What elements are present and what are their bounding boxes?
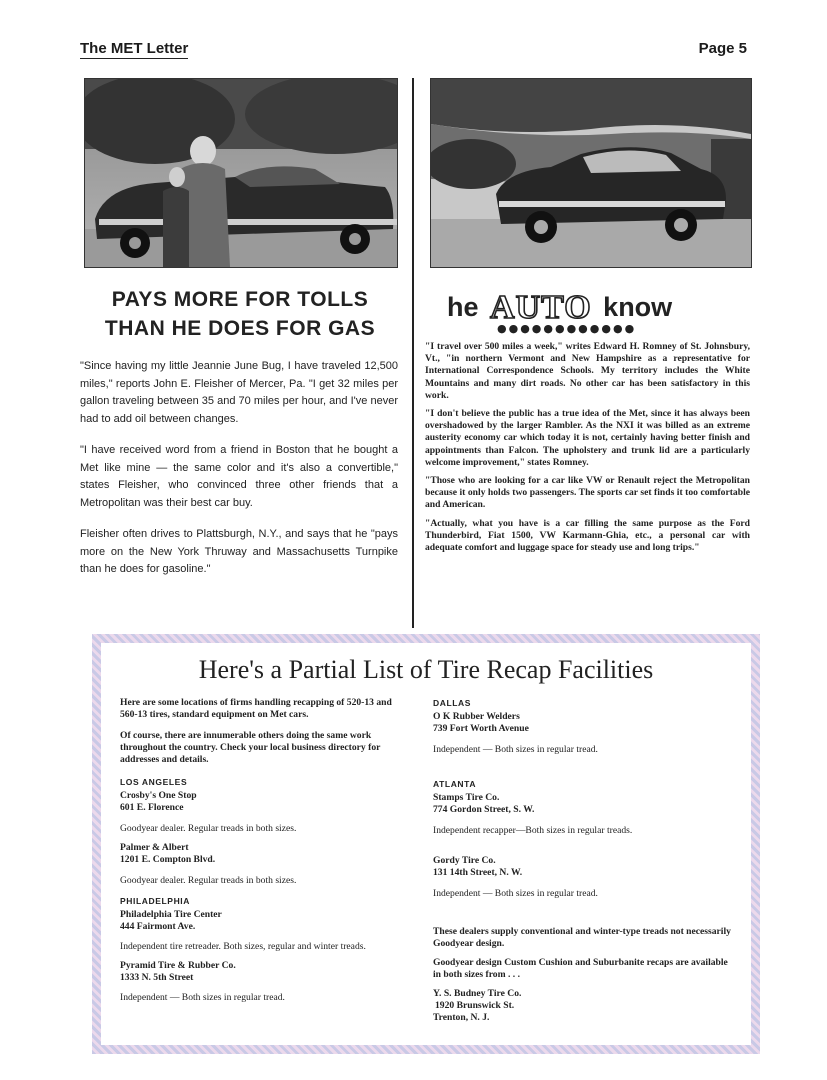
- firm-name: Stamps Tire Co.: [433, 792, 500, 803]
- firm-note: Independent tire retreader. Both sizes, regular and winter treads.: [120, 941, 366, 952]
- photo-man-with-car: [84, 78, 398, 268]
- firm-note: Independent — Both sizes in regular tread.: [433, 888, 598, 899]
- firm-address: 444 Fairmont Ave.: [120, 921, 196, 932]
- firm-address: 601 E. Florence: [120, 802, 184, 813]
- right-headline-auto: AUTO: [490, 289, 592, 326]
- firm-name: Y. S. Budney Tire Co.: [433, 988, 522, 999]
- firm-note: Goodyear dealer. Regular treads in both sizes.: [120, 875, 297, 886]
- right-headline-pre: he: [447, 292, 479, 322]
- tire-intro: Of course, there are innumerable others doing the same work throughout the country. Check your local business directory for addresses and details.: [120, 730, 381, 765]
- dealer-note: These dealers supply conventional and winter-type treads not necessarily Goodyear design.: [433, 926, 731, 949]
- firm-name: Gordy Tire Co.: [433, 855, 496, 866]
- firm-note: Independent recapper—Both sizes in regular treads.: [433, 825, 633, 836]
- tire-box-right-column: [433, 697, 733, 1024]
- photo-metropolitan-car: [430, 78, 752, 268]
- left-paragraph: "I have received word from a friend in Boston that he bought a Met like mine — the same color and it's also a convertible," states Fleisher, who convinced three other friends that a Metropolitan was their best car buy.: [80, 444, 398, 509]
- firm-address: 131 14th Street, N. W.: [433, 867, 523, 878]
- column-divider: [412, 78, 414, 628]
- tire-box-left-column: [120, 697, 408, 1004]
- left-headline: [85, 285, 395, 343]
- city-heading-los-angeles: LOS ANGELES: [120, 777, 188, 787]
- headline-dots: ●●●●●●●●●●●●: [497, 322, 637, 335]
- firm-address: Trenton, N. J.: [433, 1012, 490, 1023]
- right-paragraph: "I don't believe the public has a true idea of the Met, since it has always been overshadowed by the larger Rambler. As the NXI it was billed as an extreme austerity economy car which today it is not, certainly having better finish and appointments than Falcon. The upholstery and trunk lid are a particularly welcome improvement," states Romney.: [425, 408, 750, 468]
- page-number: Page 5: [698, 40, 747, 57]
- right-paragraph: "Those who are looking for a car like VW or Renault reject the Metropolitan because it only holds two passengers. The sports car set finds it too comfortable and American.: [425, 475, 750, 511]
- left-paragraph: Fleisher often drives to Plattsburgh, N.Y., and says that he "pays more on the New York Thruway and Massachusetts Turnpike than he does for gasoline.": [80, 528, 398, 575]
- right-paragraph: "I travel over 500 miles a week," writes Edward H. Romney of St. Johnsbury, Vt., "in northern Vermont and New Hampshire as a representative for International Correspondence Schools. My territory includes the White Mountains and many dirt roads. No other car has been satisfactory in this work.: [425, 341, 750, 401]
- firm-name: Philadelphia Tire Center: [120, 909, 222, 920]
- firm-note: Independent — Both sizes in regular tread.: [433, 744, 598, 755]
- city-heading-philadelphia: PHILADELPHIA: [120, 896, 191, 906]
- firm-address: 1201 E. Compton Blvd.: [120, 854, 216, 865]
- left-headline-line1: PAYS MORE FOR TOLLS: [111, 288, 369, 311]
- tire-box-title: Here's a Partial List of Tire Recap Facilities: [198, 655, 654, 684]
- firm-address: 1920 Brunswick St.: [435, 1000, 515, 1011]
- city-heading-dallas: DALLAS: [433, 698, 472, 708]
- firm-name: Pyramid Tire & Rubber Co.: [120, 960, 236, 971]
- firm-address: 774 Gordon Street, S. W.: [433, 804, 535, 815]
- firm-address: 1333 N. 5th Street: [120, 972, 194, 983]
- publication-title: The MET Letter: [80, 40, 189, 57]
- firm-name: Palmer & Albert: [120, 842, 189, 853]
- right-article-body: [425, 341, 750, 560]
- firm-note: Goodyear dealer. Regular treads in both sizes.: [120, 823, 297, 834]
- left-article-body: [80, 358, 398, 593]
- left-paragraph: "Since having my little Jeannie June Bug, I have traveled 12,500 miles," reports John E. Fleisher of Mercer, Pa. "I get 32 miles per gallon traveling between 35 and 70 miles per hour, and I've never had to add oil between changes.: [80, 360, 398, 425]
- firm-name: O K Rubber Welders: [433, 711, 520, 722]
- dealer-note: Goodyear design Custom Cushion and Suburbanite recaps are available in both sizes from . . .: [433, 957, 728, 980]
- firm-note: Independent — Both sizes in regular tread.: [120, 992, 285, 1003]
- right-headline-post: know: [603, 292, 673, 322]
- city-heading-atlanta: ATLANTA: [433, 779, 477, 789]
- left-headline-line2: THAN HE DOES FOR GAS: [104, 317, 376, 340]
- right-paragraph: "Actually, what you have is a car filling the same purpose as the Ford Thunderbird, Fiat 1500, VW Karmann-Ghia, etc., a personal car with adequate comfort and luggage space for steady use and long trips.": [425, 517, 750, 554]
- firm-address: 739 Fort Worth Avenue: [433, 723, 529, 734]
- tire-intro: Here are some locations of firms handling recapping of 520-13 and 560-13 tires, standard equipment on Met cars.: [120, 697, 392, 720]
- firm-name: Crosby's One Stop: [120, 790, 197, 801]
- tire-recap-box: [92, 634, 760, 1054]
